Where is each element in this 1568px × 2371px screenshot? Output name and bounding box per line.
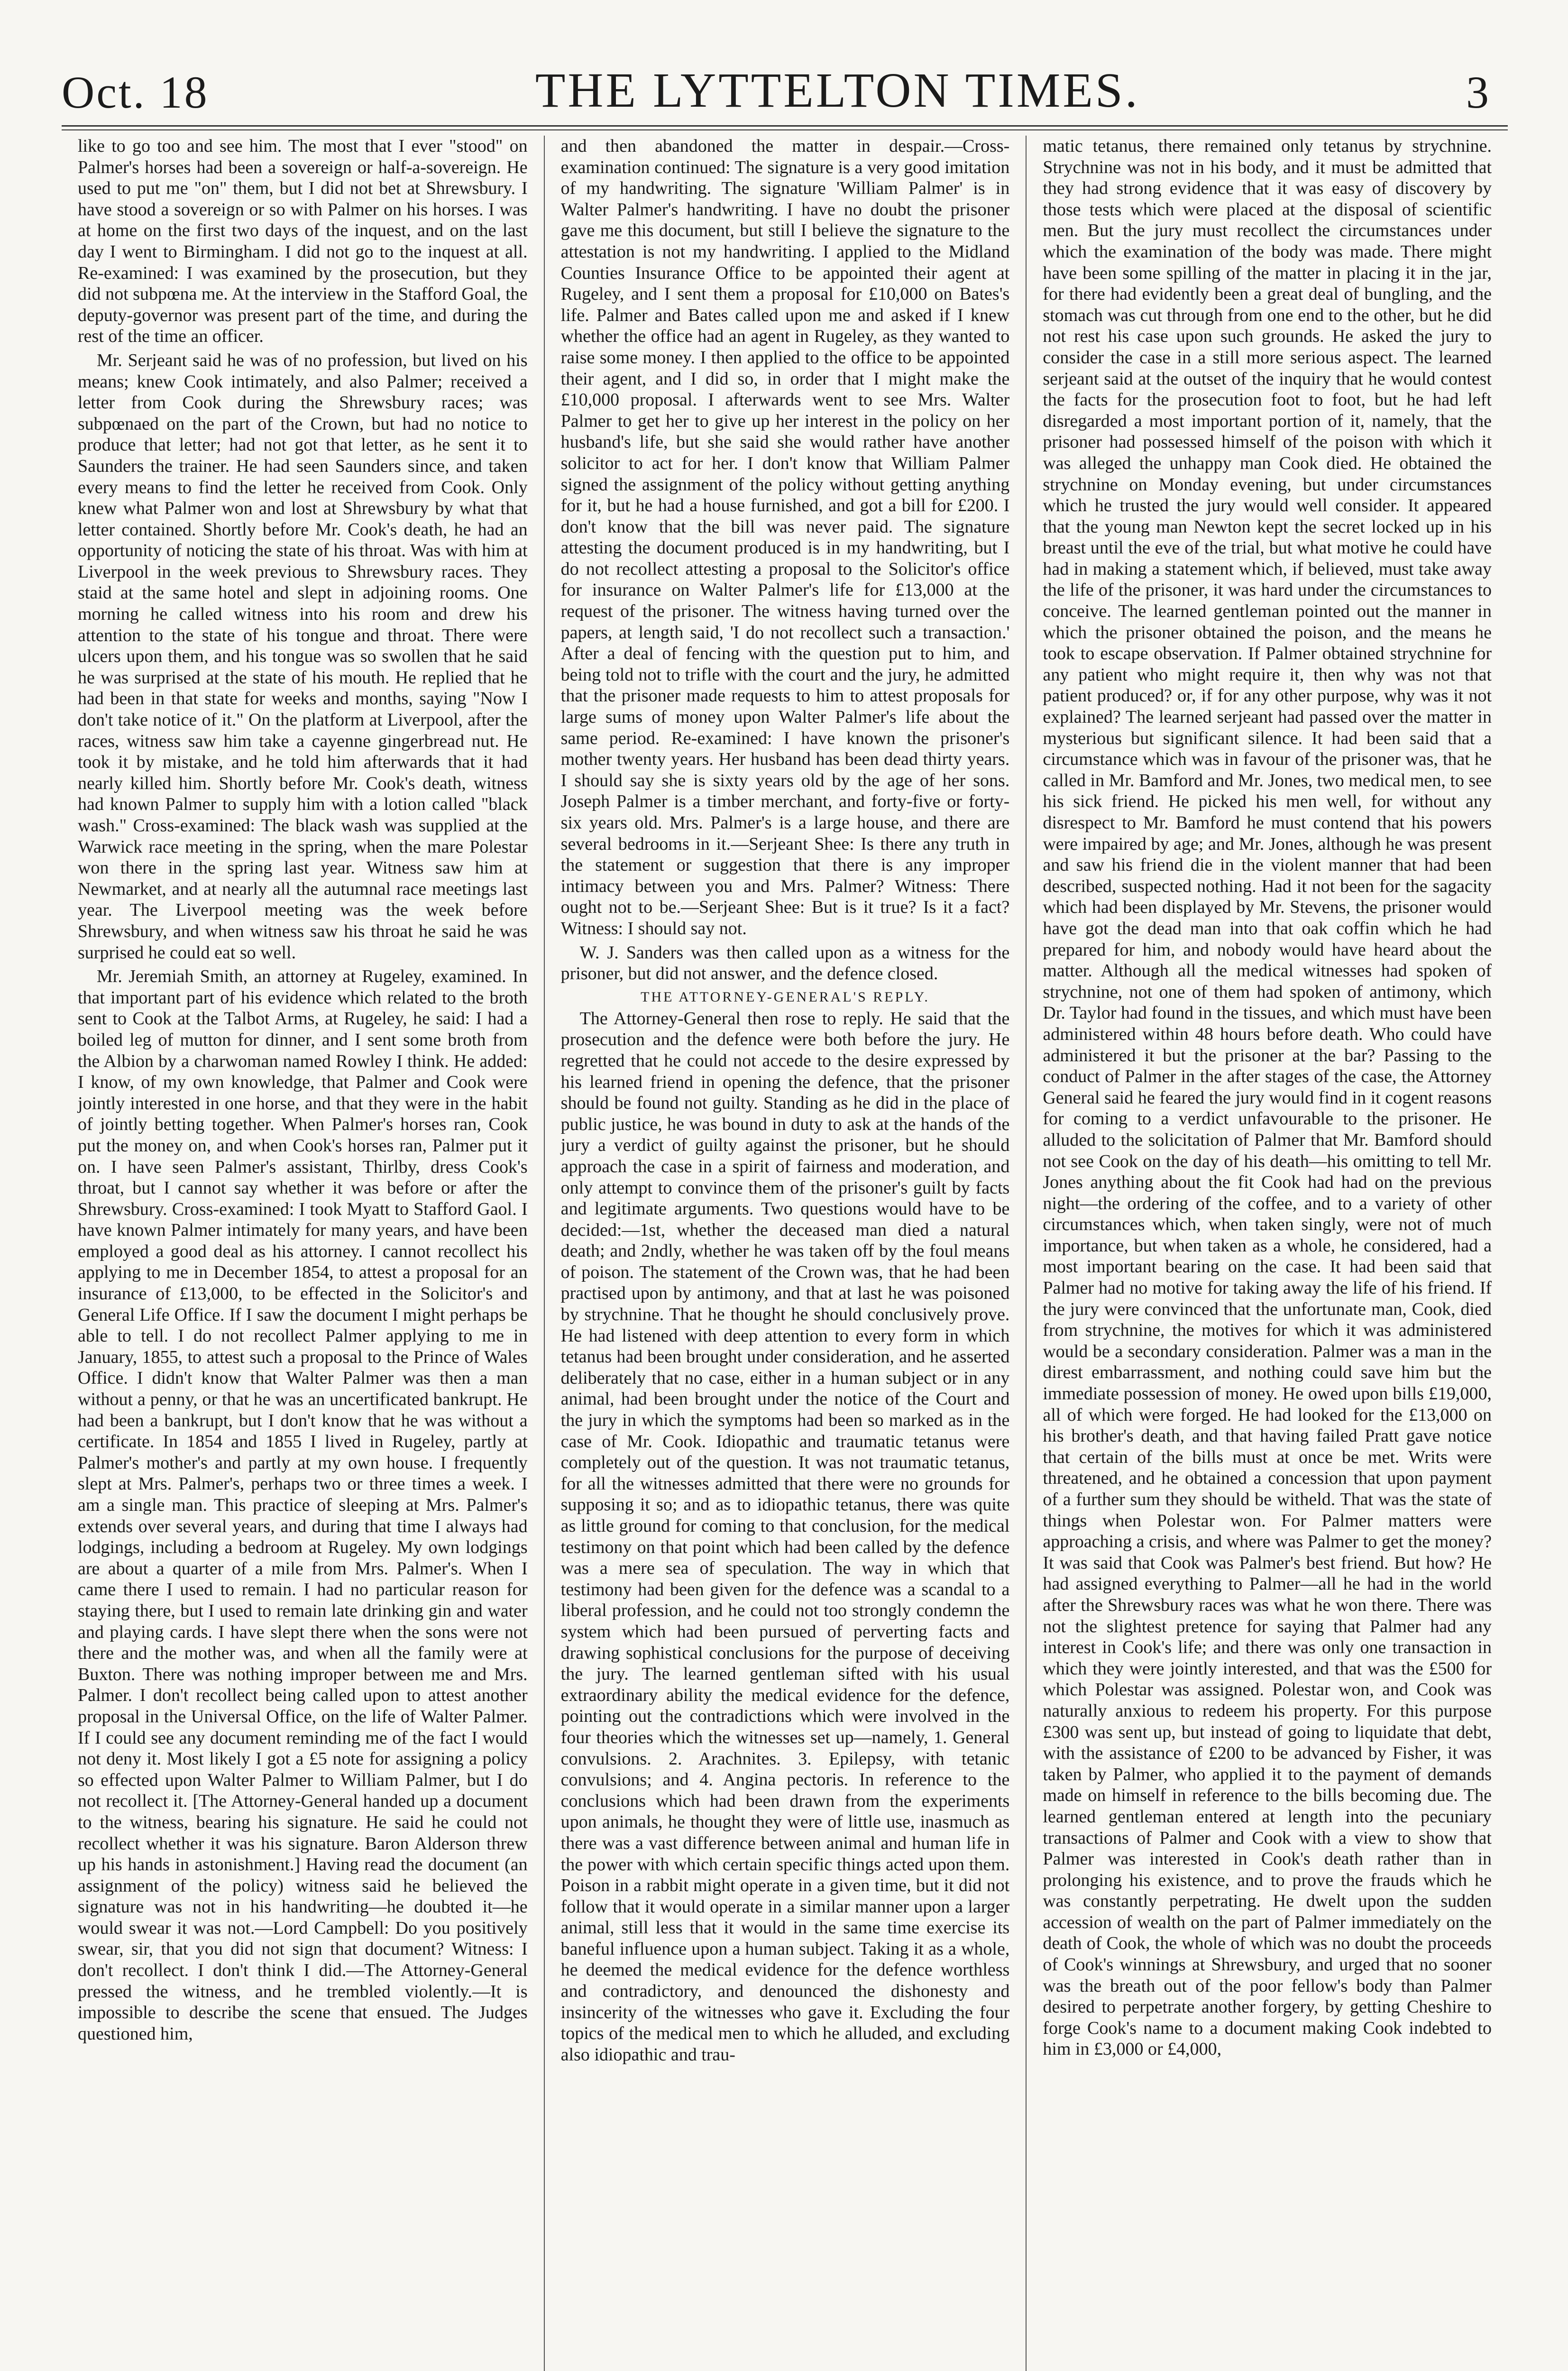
header-rule: [62, 125, 1508, 127]
column-3: [1026, 136, 1508, 2371]
section-heading: THE ATTORNEY-GENERAL'S REPLY.: [641, 989, 930, 1005]
column-1: [62, 136, 544, 2371]
issue-date: Oct. 18: [62, 67, 209, 118]
paragraph: and then abandoned the matter in despair.—Cross-examination continued: The signature is a very good imitation of my handwriting. The signature 'William Palmer' is in Walter Palmer's handwriting. I have no doubt the prisoner gave me this document, but still I believe the signature to the attestation is not my handwriting. I applied to the Midland Counties Insurance Office to be appointed their agent at Rugeley, and I sent them a proposal for £10,000 on Bates's life. Palmer and Bates called upon me and asked if I knew whether the office had an agent in Rugeley, as they wanted to raise some money. I then applied to the office to be appointed their agent, and I did so, in order that I might make the £10,000 proposal. I afterwards went to see Mrs. Walter Palmer to get her to give up her interest in the policy on her husband's life, but she said she would rather have another solicitor to act for her. I don't know that William Palmer signed the assignment of the policy without getting anything for it, but he had a house furnished, and got a bill for £200. I don't know that the bill was never paid. The signature attesting the document produced is in my handwriting, but I do not recollect attesting a proposal to the Solicitor's office for insurance on Walter Palmer's life for £13,000 at the request of the prisoner. The witness having turned over the papers, at length said, 'I do not recollect such a transaction.' After a deal of fencing with the question put to him, and being told not to trifle with the court and the jury, he admitted that the prisoner made requests to him to attest proposals for large sums of money upon Walter Palmer's life about the same period. Re-examined: I have known the prisoner's mother twenty years. Her husband has been dead thirty years. I should say she is sixty years old by the age of her sons. Joseph Palmer is a timber merchant, and forty-five or forty-six years old. Mrs. Palmer's is a large house, and there are several bedrooms in it.—Serjeant Shee: Is there any truth in the statement or suggestion that there is any improper intimacy between you and Mrs. Palmer? Witness: There ought not to be.—Serjeant Shee: But is it true? Is it a fact? Witness: I should say not.: [560, 136, 1010, 938]
article-columns: [62, 136, 1508, 2371]
paragraph: like to go too and see him. The most that I ever "stood" on Palmer's horses had been a sovereign or half-a-sovereign. He used to put me "on" them, but I did not bet at Shrewsbury. I have stood a sovereign or so with Palmer on his horses. I was at home on the first two days of the inquest, and on the last day I went to Birmingham. I did not go to the inquest at all. Re-examined: I was examined by the prosecution, but they did not subpœna me. At the interview in the Stafford Goal, the deputy-governor was present part of the time, and during the rest of the time an officer.: [78, 136, 528, 347]
page-number: 3: [1466, 67, 1489, 118]
paragraph: matic tetanus, there remained only tetanus by strychnine. Strychnine was not in his body, and it must be admitted that they had strong evidence that it was easy of discovery by those tests which were placed at the disposal of scientific men. But the jury must recollect the circumstances under which the examination of the body was made. There might have been some spilling of the matter in placing it in the jar, for there had evidently been a great deal of bungling, and the stomach was cut through from one end to the other, but he did not rest his case upon such grounds. He asked the jury to consider the case in a still more serious aspect. The learned serjeant said at the outset of the inquiry that he would contest the facts for the prosecution foot to foot, but he had left disregarded a most important portion of it, namely, that the prisoner had possessed himself of the poison with which it was alleged the unhappy man Cook died. He obtained the strychnine on Monday evening, but under circumstances which he trusted the jury would well consider. It appeared that the young man Newton kept the secret locked up in his breast until the eve of the trial, but what motive he could have had in making a statement which, if believed, must take away the life of the prisoner, it was hard under the circumstances to conceive. The learned gentleman pointed out the manner in which the prisoner obtained the poison, and the means he took to escape observation. If Palmer obtained strychnine for any patient who might require it, then why was not that patient produced? or, if for any other purpose, why was it not explained? The learned serjeant had passed over the matter in mysterious but significant silence. It had been said that a circumstance which was in favour of the prisoner was, that he called in Mr. Bamford and Mr. Jones, two medical men, to see his sick friend. He picked his men well, for without any disrespect to Mr. Bamford he must contend that his powers were impaired by age; and Mr. Jones, although he was present and saw his friend die in the violent manner that had been described, suspected nothing. Had it not been for the sagacity which had been displayed by Mr. Stevens, the prisoner would have got the dead man into that oak coffin which he had prepared for him, and nobody would have heard about the matter. Although all the medical witnesses had spoken of strychnine, not one of them had spoken of antimony, which Dr. Taylor had found in the tissues, and which must have been administered within 48 hours before death. Who could have administered it but the prisoner at the bar? Passing to the conduct of Palmer in the after stages of the case, the Attorney General said he feared the jury would find in it cogent reasons for coming to a verdict unfavourable to the prisoner. He alluded to the solicitation of Palmer that Mr. Bamford should not see Cook on the day of his death—his omitting to tell Mr. Jones anything about the fit Cook had had on the previous night—the ordering of the coffee, and to a variety of other circumstances which, when taken singly, were not of much importance, but when taken as a whole, he considered, had a most important bearing on the case. It had been said that Palmer had no motive for taking away the life of his friend. If the jury were convinced that the unfortunate man, Cook, died from strychnine, the motives for which it was administered would be a secondary consideration. Palmer was a man in the direst embarrassment, and nothing could save him but the immediate possession of money. He owed upon bills £19,000, all of which were forged. He had looked for the £13,000 on his brother's death, and that having failed Pratt gave notice that certain of the bills must at once be met. Writs were threatened, and he obtained a concession that upon payment of a further sum they should be witheld. That was the state of things when Polestar won. For Palmer matters were approaching a crisis, and where was Palmer to get the money? It was said that Cook was Palmer's best friend. But how? He had assigned everything to Palmer—all he had in the world after the Shrewsbury races was what he won there. There was not the slightest pretence for saying that Palmer had any interest in Cook's life; and there was only one transaction in which they were jointly interested, and that was the £500 for which Polestar was assigned. Polestar won, and Cook was naturally anxious to redeem his property. For this purpose £300 was sent up, but instead of going to liquidate that debt, with the assistance of £200 to be advanced by Fisher, it was taken by Palmer, who applied it to the payment of demands made on himself in reference to the bills becoming due. The learned gentleman entered at length into the pecuniary transactions of Palmer and Cook with a view to show that Palmer was interested in Cook's death rather than in prolonging his existence, and to prove the frauds which he was constantly perpetrating. He dwelt upon the sudden accession of wealth on the part of Palmer immediately on the death of Cook, the whole of which was no doubt the proceeds of Cook's winnings at Shrewsbury, and urged that no sooner was the breath out of the poor fellow's body than Palmer desired to perpetrate another forgery, by getting Cheshire to forge Cook's name to a document making Cook indebted to him in £3,000 or £4,000,: [1043, 136, 1492, 2059]
column-2: [544, 136, 1026, 2371]
paragraph: Mr. Serjeant said he was of no profession, but lived on his means; knew Cook intimately, and also Palmer; received a letter from Cook during the Shrewsbury races; was subpœnaed on the part of the Crown, but had no notice to produce that letter; had not got that letter, as he sent it to Saunders the trainer. He had seen Saunders since, and taken every means to find the letter he received from Cook. Only knew what Palmer won and lost at Shrewsbury by what that letter contained. Shortly before Mr. Cook's death, he had an opportunity of noticing the state of his throat. Was with him at Liverpool in the week previous to Shrewsbury races. They staid at the same hotel and slept in adjoining rooms. One morning he called witness into his room and drew his attention to the state of his tongue and throat. There were ulcers upon them, and his tongue was so swollen that he said he was surprised at the state of his mouth. He replied that he had been in that state for weeks and months, saying "Now I don't take notice of it." On the platform at Liverpool, after the races, witness saw him take a cayenne gingerbread nut. He took it by mistake, and he told him afterwards that it had nearly killed him. Shortly before Mr. Cook's death, witness had known Palmer to supply him with a lotion called "black wash." Cross-examined: The black wash was supplied at the Warwick race meeting in the spring, when the mare Polestar won there in the spring last year. Witness saw him at Newmarket, and at nearly all the autumnal race meetings last year. The Liverpool meeting was the week before Shrewsbury, and when witness saw his throat he said he was surprised he could eat so well.: [78, 350, 528, 963]
newspaper-title: THE LYTTELTON TIMES.: [535, 63, 1140, 118]
paragraph: The Attorney-General then rose to reply. He said that the prosecution and the defence were both before the jury. He regretted that he could not accede to the desire expressed by his learned friend in opening the defence, that the prisoner should be found not guilty. Standing as he did in the place of public justice, he was bound in duty to ask at the hands of the jury a verdict of guilty against the prisoner, but he should approach the case in a spirit of fairness and moderation, and only attempt to convince them of the prisoner's guilt by facts and legitimate arguments. Two questions would have to be decided:—1st, whether the deceased man died a natural death; and 2ndly, whether he was taken off by the foul means of poison. The statement of the Crown was, that he had been practised upon by antimony, and that at last he was poisoned by strychnine. That he thought he should conclusively prove. He had listened with deep attention to every form in which tetanus had been brought under consideration, and he asserted deliberately that no case, either in a human subject or in any animal, had been brought under the notice of the Court and the jury in which the symptoms had been so marked as in the case of Mr. Cook. Idiopathic and traumatic tetanus were completely out of the question. It was not traumatic tetanus, for all the witnesses admitted that there were no grounds for supposing it so; and as to idiopathic tetanus, there was quite as little ground for coming to that conclusion, for the medical testimony on that point which had been called by the defence was a mere sea of speculation. The way in which that testimony had been given for the defence was a scandal to a liberal profession, and he could not too strongly condemn the system which had been pursued of perverting facts and drawing sophistical conclusions for the purpose of deceiving the jury. The learned gentleman sifted with his usual extraordinary ability the medical evidence for the defence, pointing out the contradictions which were involved in the four theories which the witnesses set up—namely, 1. General convulsions. 2. Arachnites. 3. Epilepsy, with tetanic convulsions; and 4. Angina pectoris. In reference to the conclusions which had been drawn from the experiments upon animals, he thought they were of little use, inasmuch as there was a vast difference between animal and human life in the power with which certain specific things acted upon them. Poison in a rabbit might operate in a given time, but it did not follow that it would operate in a similar manner upon a larger animal, still less that it would in the same time exercise its baneful influence upon a human subject. Taking it as a whole, he deemed the medical evidence for the defence worthless and contradictory, and denounced the dishonesty and insincerity of the witnesses who gave it. Excluding the four topics of the medical men to which he alluded, and excluding also idiopathic and trau-: [560, 1008, 1010, 2065]
masthead: [62, 43, 1508, 119]
paragraph: Mr. Jeremiah Smith, an attorney at Rugeley, examined. In that important part of his evidence which related to the broth sent to Cook at the Talbot Arms, at Rugeley, he said: I had a boiled leg of mutton for dinner, and I sent some broth from the Albion by a charwoman named Rowley I think. He added: I know, of my own knowledge, that Palmer and Cook were jointly interested in one horse, and that they were in the habit of jointly betting together. When Palmer's horses ran, Cook put the money on, and when Cook's horses ran, Palmer put it on. I have seen Palmer's assistant, Thirlby, dress Cook's throat, but I cannot say whether it was before or after the Shrewsbury. Cross-examined: I took Myatt to Stafford Gaol. I have known Palmer intimately for many years, and have been employed a good deal as his attorney. I cannot recollect his applying to me in December 1854, to attest a proposal for an insurance of £13,000, to be effected in the Solicitor's and General Life Office. If I saw the document I might perhaps be able to tell. I do not recollect Palmer applying to me in January, 1855, to attest such a proposal to the Prince of Wales Office. I didn't know that Walter Palmer was then a man without a penny, or that he was an uncertificated bankrupt. He had been a bankrupt, but I don't know that he was without a certificate. In 1854 and 1855 I lived in Rugeley, partly at Palmer's mother's and partly at my own house. I frequently slept at Mrs. Palmer's, perhaps two or three times a week. I am a single man. This practice of sleeping at Mrs. Palmer's extends over several years, and during that time I always had lodgings, including a bedroom at Rugeley. My own lodgings are about a quarter of a mile from Mrs. Palmer's. When I came there I used to remain. I had no particular reason for staying there, but I used to remain late drinking gin and water and playing cards. I have slept there when the sons were not there and the mother was, and when all the family were at Buxton. There was nothing improper between me and Mrs. Palmer. I don't recollect being called upon to attest another proposal in the Universal Office, on the life of Walter Palmer. If I could see any document reminding me of the fact I would not deny it. Most likely I got a £5 note for assigning a policy so effected upon Walter Palmer to William Palmer, but I do not recollect it. [The Attorney-General handed up a document to the witness, bearing his signature. He said he could not recollect whether it was his signature. Baron Alderson threw up his hands in astonishment.] Having read the document (an assignment of the policy) witness said he believed the signature was not in his handwriting—he doubted it—he would swear it was not.—Lord Campbell: Do you positively swear, sir, that you did not sign that document? Witness: I don't recollect. I don't think I did.—The Attorney-General pressed the witness, and he trembled violently.—It is impossible to describe the scene that ensued. The Judges questioned him,: [78, 966, 528, 2044]
header-rule-thin: [62, 129, 1508, 130]
newspaper-page: [62, 43, 1508, 2371]
paragraph: W. J. Sanders was then called upon as a witness for the prisoner, but did not answer, and the defence closed.: [560, 942, 1010, 984]
